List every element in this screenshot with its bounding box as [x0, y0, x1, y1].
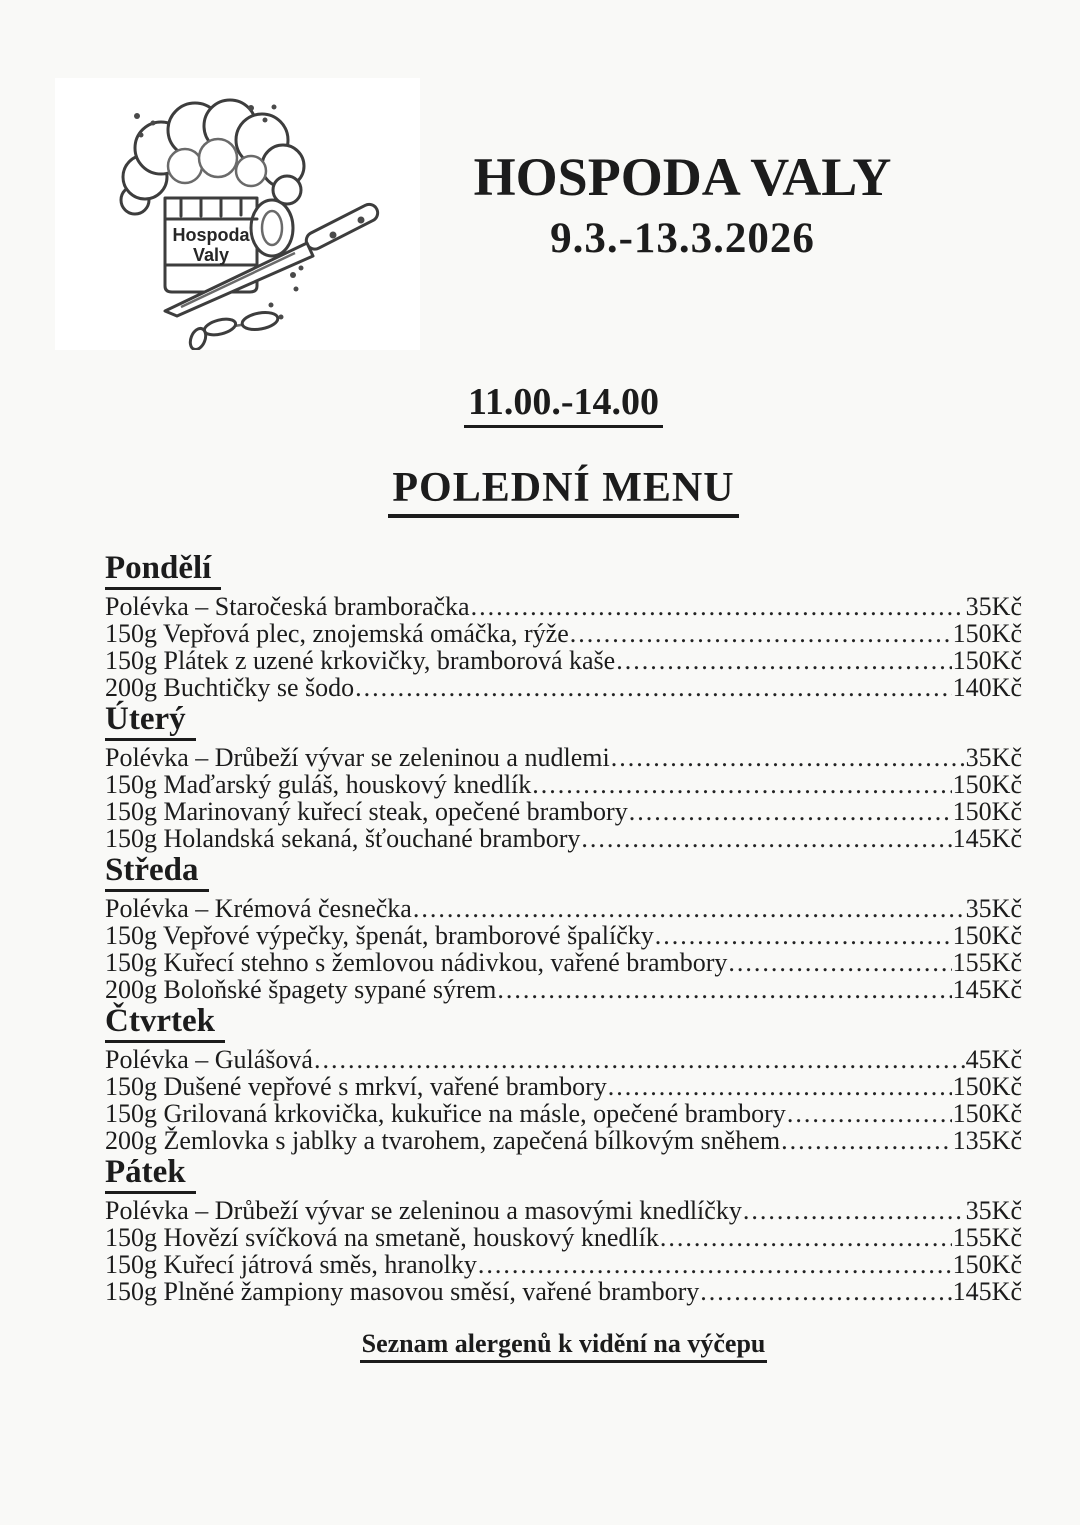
menu-item-row: [105, 1278, 1022, 1305]
menu-item-row: [105, 895, 1022, 922]
day-section: [105, 1154, 1022, 1305]
dot-leader: [616, 647, 951, 674]
dot-leader: [478, 1251, 952, 1278]
menu-content: [105, 350, 1022, 1363]
dot-leader: [728, 949, 951, 976]
day-heading: Pondělí: [105, 550, 221, 590]
dot-leader: [608, 1073, 952, 1100]
menu-item-price: 150Kč: [952, 645, 1022, 675]
menu-item-text: Polévka – Gulášová: [105, 1044, 313, 1074]
menu-item-row: [105, 798, 1022, 825]
menu-item-row: [105, 922, 1022, 949]
menu-item-text: 150g Vepřové výpečky, špenát, bramborové špalíčky: [105, 920, 654, 950]
beer-mug-knife-logo-icon: [55, 78, 420, 350]
menu-item-price: 150Kč: [952, 796, 1022, 826]
restaurant-logo: [55, 78, 420, 350]
day-heading: Čtvrtek: [105, 1003, 225, 1043]
menu-item-price: 150Kč: [952, 1071, 1022, 1101]
menu-item-text: 150g Maďarský guláš, houskový knedlík: [105, 769, 532, 799]
menu-item-text: 200g Žemlovka s jablky a tvarohem, zapečená bílkovým sněhem: [105, 1125, 781, 1155]
opening-hours: 11.00.-14.00: [464, 380, 663, 428]
menu-item-text: 200g Buchtičky se šodo: [105, 672, 355, 702]
dot-leader: [743, 1197, 965, 1224]
menu-item-text: 200g Boloňské špagety sypané sýrem: [105, 974, 497, 1004]
dot-leader: [700, 1278, 951, 1305]
menu-item-row: [105, 620, 1022, 647]
dot-leader: [660, 1224, 952, 1251]
dot-leader: [570, 620, 952, 647]
menu-item-price: 35Kč: [965, 591, 1022, 621]
menu-item-price: 145Kč: [952, 823, 1022, 853]
dot-leader: [581, 825, 951, 852]
menu-item-price: 135Kč: [952, 1125, 1022, 1155]
logo-text-line1: Hospoda: [172, 225, 250, 245]
menu-item-row: [105, 1224, 1022, 1251]
dot-leader: [355, 674, 952, 701]
menu-item-row: [105, 1073, 1022, 1100]
menu-item-row: [105, 674, 1022, 701]
restaurant-name: HOSPODA VALY: [473, 147, 892, 207]
menu-item-row: [105, 1046, 1022, 1073]
menu-item-price: 35Kč: [965, 1195, 1022, 1225]
dot-leader: [314, 1046, 965, 1073]
header: [55, 78, 1025, 350]
day-section: [105, 550, 1022, 701]
dot-leader: [781, 1127, 952, 1154]
dot-leader: [413, 895, 965, 922]
menu-item-row: [105, 744, 1022, 771]
menu-item-price: 155Kč: [952, 947, 1022, 977]
day-heading: Pátek: [105, 1154, 196, 1194]
dot-leader: [655, 922, 952, 949]
allergen-note: Seznam alergenů k vidění na výčepu: [360, 1329, 768, 1363]
menu-item-row: [105, 1251, 1022, 1278]
menu-item-row: [105, 1127, 1022, 1154]
menu-item-row: [105, 825, 1022, 852]
menu-item-price: 45Kč: [965, 1044, 1022, 1074]
menu-item-price: 145Kč: [952, 974, 1022, 1004]
menu-item-row: [105, 976, 1022, 1003]
menu-item-text: 150g Vepřová plec, znojemská omáčka, rýže: [105, 618, 569, 648]
day-section: [105, 1003, 1022, 1154]
menu-title: POLEDNÍ MENU: [388, 464, 738, 518]
menu-item-price: 150Kč: [952, 1098, 1022, 1128]
dot-leader: [787, 1100, 952, 1127]
menu-item-text: 150g Hovězí svíčková na smetaně, houskový knedlík: [105, 1222, 659, 1252]
menu-item-price: 35Kč: [965, 893, 1022, 923]
dot-leader: [471, 593, 965, 620]
menu-item-row: [105, 1100, 1022, 1127]
dot-leader: [532, 771, 951, 798]
menu-item-text: 150g Dušené vepřové s mrkví, vařené brambory: [105, 1071, 607, 1101]
menu-item-text: 150g Holandská sekaná, šťouchané brambory: [105, 823, 581, 853]
menu-item-text: Polévka – Staročeská bramboračka: [105, 591, 470, 621]
menu-item-text: 150g Grilovaná krkovička, kukuřice na másle, opečené brambory: [105, 1098, 786, 1128]
menu-item-price: 150Kč: [952, 618, 1022, 648]
logo-text-line2: Valy: [192, 245, 230, 265]
title-block: [420, 78, 945, 263]
menu-item-price: 35Kč: [965, 742, 1022, 772]
menu-item-row: [105, 593, 1022, 620]
day-section: [105, 701, 1022, 852]
menu-item-row: [105, 771, 1022, 798]
menu-item-price: 150Kč: [952, 1249, 1022, 1279]
day-heading: Úterý: [105, 701, 196, 741]
menu-item-text: 150g Kuřecí játrová směs, hranolky: [105, 1249, 477, 1279]
day-section: [105, 852, 1022, 1003]
date-range: 9.3.-13.3.2026: [550, 215, 815, 263]
day-sections: [105, 550, 1022, 1305]
dot-leader: [629, 798, 952, 825]
menu-item-price: 140Kč: [952, 672, 1022, 702]
menu-item-row: [105, 647, 1022, 674]
menu-item-price: 145Kč: [952, 1276, 1022, 1306]
menu-item-price: 150Kč: [952, 920, 1022, 950]
menu-item-row: [105, 1197, 1022, 1224]
dot-leader: [611, 744, 965, 771]
menu-item-price: 150Kč: [952, 769, 1022, 799]
menu-item-text: Polévka – Drůbeží vývar se zeleninou a nudlemi: [105, 742, 610, 772]
menu-item-text: 150g Kuřecí stehno s žemlovou nádivkou, vařené brambory: [105, 947, 728, 977]
menu-item-text: Polévka – Drůbeží vývar se zeleninou a masovými knedlíčky: [105, 1195, 742, 1225]
menu-item-text: 150g Plátek z uzené krkovičky, bramborová kaše: [105, 645, 616, 675]
menu-item-price: 155Kč: [952, 1222, 1022, 1252]
dot-leader: [497, 976, 951, 1003]
menu-item-text: Polévka – Krémová česnečka: [105, 893, 412, 923]
menu-item-text: 150g Marinovaný kuřecí steak, opečené brambory: [105, 796, 628, 826]
day-heading: Středa: [105, 852, 209, 892]
menu-item-row: [105, 949, 1022, 976]
menu-item-text: 150g Plněné žampiony masovou směsí, vařené brambory: [105, 1276, 700, 1306]
